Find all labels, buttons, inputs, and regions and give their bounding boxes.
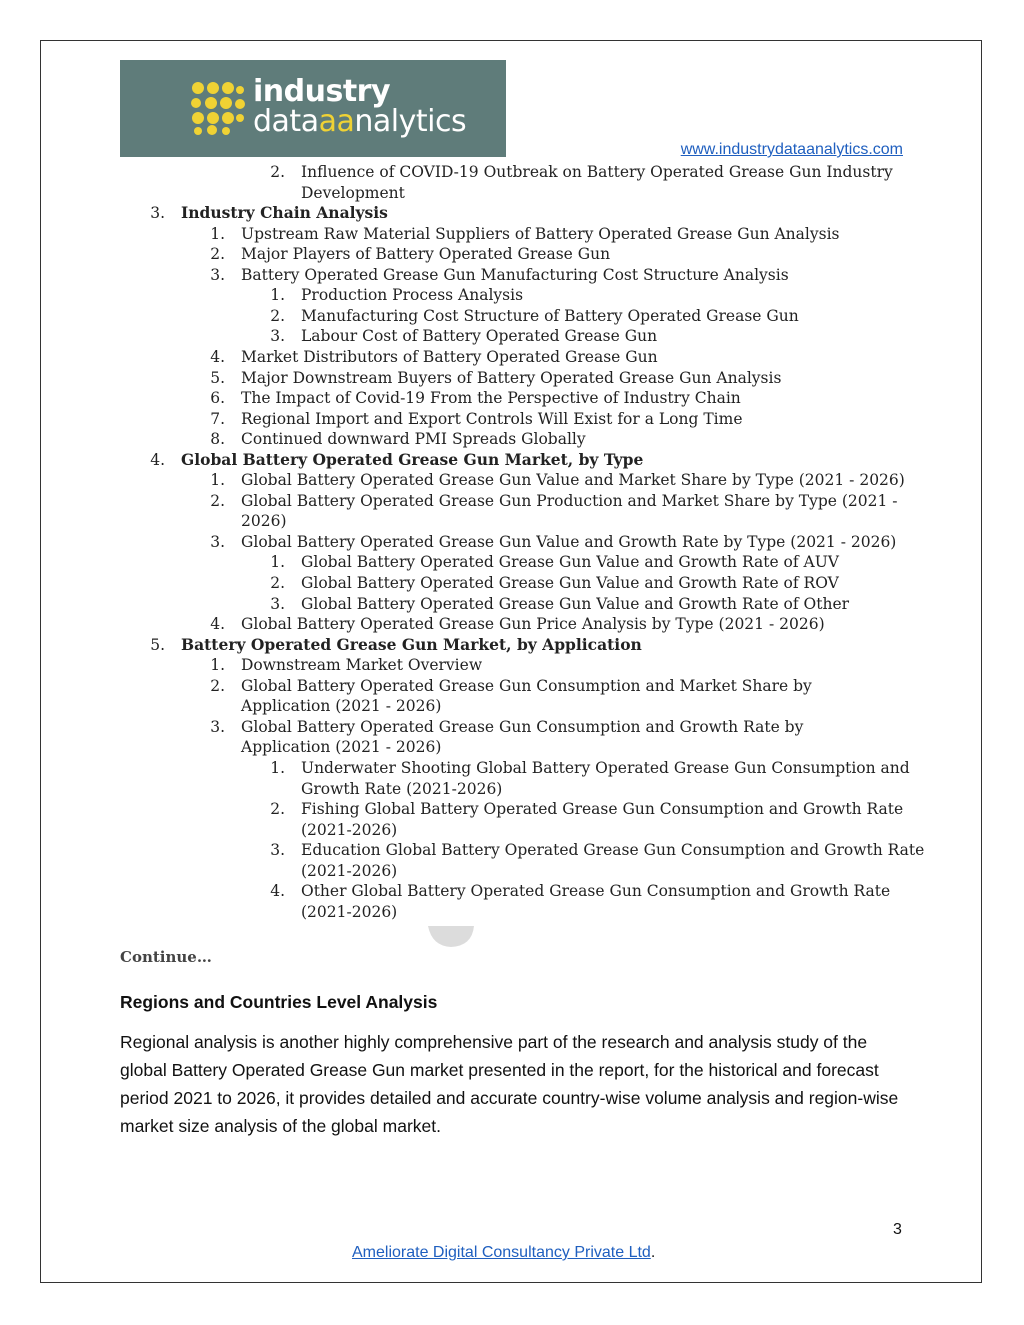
toc-item-text: Growth Rate (2021-2026) (301, 779, 503, 798)
toc-item-number: 3. (270, 594, 285, 613)
toc-item-text: Application (2021 - 2026) (241, 738, 442, 757)
toc-item-number: 7. (210, 409, 225, 428)
toc-item-number: 1. (270, 758, 285, 777)
toc-item-text: Development (301, 183, 405, 202)
toc-item-number: 3. (210, 532, 225, 551)
toc-item-number: 1. (210, 224, 225, 243)
logo-text-dataanalytics (253, 104, 466, 139)
website-link[interactable]: www.industrydataanalytics.com (680, 141, 903, 158)
toc-item-text: (2021-2026) (301, 861, 398, 880)
toc-item-text: Battery Operated Grease Gun Manufacturing Cost Structure Analysis (241, 265, 789, 284)
toc-item-text: Fishing Global Battery Operated Grease Gun Consumption and Growth Rate (301, 800, 904, 819)
logo-text-industry: industry (253, 74, 391, 109)
logo-text-part: nalytics (354, 104, 467, 139)
section-paragraph: Regional analysis is another highly comprehensive part of the research and analysis study of the global Battery Operated Grease Gun market presented in the report, for the historical and forecast period 2021 to 2026, it provides detailed and accurate country-wise volume analysis and region-wise market size analysis of the global market. (120, 1032, 899, 1136)
toc-item-text: Education Global Battery Operated Grease Gun Consumption and Growth Rate (301, 841, 925, 860)
toc-item-text: Global Battery Operated Grease Gun Consumption and Market Share by (241, 676, 812, 695)
page-number: 3 (893, 1221, 902, 1238)
toc-item-text: Global Battery Operated Grease Gun Value and Market Share by Type (2021 - 2026) (241, 471, 905, 490)
toc-item-text: Global Battery Operated Grease Gun Value and Growth Rate of ROV (301, 574, 839, 592)
footer (352, 1244, 655, 1262)
toc-item-number: 8. (210, 430, 225, 449)
company-link[interactable]: Ameliorate Digital Consultancy Private Ltd (352, 1244, 651, 1261)
toc-item-text: Global Battery Operated Grease Gun Value and Growth Rate by Type (2021 - 2026) (241, 532, 897, 551)
logo-dots-icon (190, 80, 246, 136)
toc-item-text: Global Battery Operated Grease Gun Price Analysis by Type (2021 - 2026) (241, 615, 825, 634)
toc-item-number: 6. (210, 389, 225, 408)
toc-section-heading: Battery Operated Grease Gun Market, by Application (181, 634, 642, 654)
toc-item-text: Regional Import and Export Controls Will Exist for a Long Time (241, 409, 743, 428)
toc-item-text: Continued downward PMI Spreads Globally (241, 430, 586, 449)
toc-item-text: Major Players of Battery Operated Grease Gun (241, 245, 611, 264)
toc-item-number: 3. (150, 204, 165, 223)
toc-item-text: (2021-2026) (301, 902, 398, 921)
toc-section-heading: Industry Chain Analysis (181, 203, 388, 223)
toc-item-number: 1. (210, 656, 225, 675)
toc-item-text: Market Distributors of Battery Operated Grease Gun (241, 347, 658, 366)
toc-item-number: 2. (210, 676, 225, 695)
toc-item-number: 2. (270, 574, 285, 592)
toc-item-text: Influence of COVID-19 Outbreak on Battery Operated Grease Gun Industry (301, 163, 893, 181)
toc-item-number: 5. (210, 368, 225, 387)
toc-item-number: 4. (210, 615, 225, 634)
toc-item-number: 2. (210, 491, 225, 510)
toc-item-number: 1. (210, 471, 225, 490)
logo-text-highlight: aa (318, 104, 355, 139)
toc-item-number: 4. (210, 347, 225, 366)
toc-item-text: Global Battery Operated Grease Gun Production and Market Share by Type (2021 - (241, 491, 898, 510)
toc-item-number: 1. (270, 286, 285, 305)
toc-item-text: Upstream Raw Material Suppliers of Battery Operated Grease Gun Analysis (241, 224, 840, 243)
toc-item-text: (2021-2026) (301, 820, 398, 839)
toc-item-number: 3. (270, 327, 285, 346)
toc-item-number: 3. (270, 841, 285, 860)
toc-item-text: Other Global Battery Operated Grease Gun Consumption and Growth Rate (301, 882, 891, 901)
toc-item-text: Global Battery Operated Grease Gun Value and Growth Rate of Other (301, 594, 850, 613)
toc-item-text: Downstream Market Overview (241, 656, 483, 675)
toc-item-text: Major Downstream Buyers of Battery Operated Grease Gun Analysis (241, 368, 782, 387)
company-logo (120, 60, 506, 157)
toc-item-text: Underwater Shooting Global Battery Operated Grease Gun Consumption and (301, 758, 910, 777)
toc-item-text: 2026) (241, 512, 287, 531)
toc-item-text: Application (2021 - 2026) (241, 697, 442, 716)
toc-item-text: Production Process Analysis (301, 286, 524, 305)
toc-item-number: 3. (210, 717, 225, 736)
watermark-shape (428, 926, 474, 948)
toc-item-number: 3. (210, 265, 225, 284)
footer-period: . (650, 1244, 656, 1261)
toc-item-text: Global Battery Operated Grease Gun Value and Growth Rate of AUV (301, 553, 840, 572)
toc-item-number: 1. (270, 553, 285, 572)
toc-section-heading: Global Battery Operated Grease Gun Market, by Type (181, 449, 644, 469)
toc-item-text: The Impact of Covid-19 From the Perspective of Industry Chain (241, 389, 741, 408)
toc-item-text: Global Battery Operated Grease Gun Consumption and Growth Rate by (241, 717, 804, 736)
toc-item-text: Labour Cost of Battery Operated Grease Gun (301, 327, 658, 346)
continue-label: Continue… (120, 948, 212, 966)
toc-item-number: 5. (150, 635, 165, 654)
toc-item-number: 2. (270, 800, 285, 819)
toc-item-number: 2. (270, 306, 285, 325)
toc-item-text: Manufacturing Cost Structure of Battery Operated Grease Gun (301, 306, 799, 325)
toc-item-number: 4. (270, 882, 285, 901)
toc-item-number: 4. (150, 450, 165, 469)
section-heading: Regions and Countries Level Analysis (120, 992, 438, 1012)
toc-item-number: 2. (270, 163, 285, 181)
toc-item-number: 2. (210, 245, 225, 264)
logo-text-part: data (253, 104, 319, 139)
